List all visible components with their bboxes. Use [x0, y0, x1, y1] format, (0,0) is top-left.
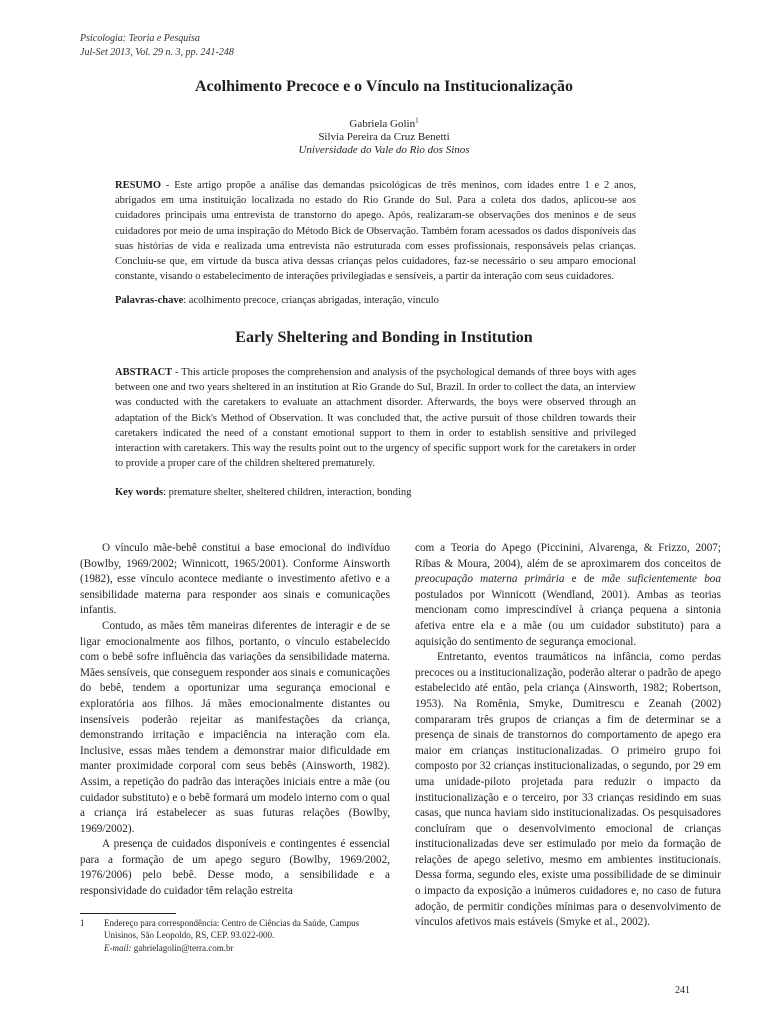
abstract-block [115, 365, 636, 471]
author-1 [0, 118, 768, 131]
footnote-email: gabrielagolin@terra.com.br [131, 942, 234, 953]
resumo-text: - Este artigo propõe a análise das demandas psicológicas de três meninos, com idades entre 1 e 2 anos, abrigados em uma instituição localizada no estado do Rio Grande do Sul. Para a coleta dos dados, aplicou-se aos cuidadores principais uma entrevista de transtorno do apego. Após, realizaram-se observações dos meninos e de seus cuidadores por meio de uma inspiração do Método Bick de Observação. Também foram acessados os dados disponíveis das suas histórias de vida e realizada uma entrevista não estruturada com esses profissionais, responsáveis pelas crianças. Concluiu-se que, em virtude da busca ativa dessas crianças pelos cuidadores, faz-se necessário o seu amparo emocional constante, visando o estabelecimento de interações privilegiadas e sensíveis, a partir da interação com seus cuidadores. [115, 180, 636, 283]
keywords-text: : premature shelter, sheltered children, interaction, bonding [163, 487, 412, 498]
left-paragraph-2: Contudo, as mães têm maneiras diferentes de interagir e de se ligar emocionalmente aos filhos, portanto, o vínculo estabelecido com o bebê sofre influência das variações da sensibilidade materna. Mães sensíveis, que conseguem responder aos sinais e comunicações do bebê, tendem a oportunizar uma segurança emocional e exploratória aos filhos. Já mães emocionalmente distantes ou insensíveis poderão rejeitar as manifestações da criança, demonstrando irritação e impaciência na interação com ela. Inclusive, essas mães tendem a demonstrar maior dificuldade em manter proximidade corporal com seus bebês (Ainsworth, 1982). Assim, a repetição do padrão das interações iniciais entre a mãe (ou cuidador substituto) e o bebê formará um modelo interno com o qual a criança irá estabelecer as suas futuras relações (Bowlby, 1969/2002). [80, 619, 390, 835]
right-paragraph-2: Entretanto, eventos traumáticos na infância, como perdas precoces ou a institucionalização, poderão alterar o padrão de apego estabelecido até então, pela criança (Ainsworth, 1982; Robertson, 1953). Na Romênia, Smyke, Dumitrescu e Zeanah (2002) compararam três grupos de crianças a fim de determinar se a presença de sinais de transtornos do comportamento de apego era maior em crianças institucionalizadas. O primeiro grupo foi composto por 32 crianças institucionalizadas, o segundo, por 29 em uma unidade-piloto projetada para reduzir o impacto da institucionalização e o terceiro, por 33 crianças residindo em suas casas, que nunca haviam sido institucionalizadas. Os pesquisadores concluíram que o desenvolvimento emocional de crianças institucionalizadas deve ser estimulado por meio da formação de relações de apego seletivo, mesmo em ambientes institucionais. Dessa forma, segundo eles, existe uma possibilidade de se diminuir o impacto da exposição a inúmeros cuidadores e, no caso de futura adoção, de permitir condições mínimas para o desenvolvimento de vínculos afetivos mais estáveis (Smyke et al., 2002). [415, 651, 721, 929]
footnote-mark: 1 [415, 116, 419, 125]
footnote-email-label: E-mail: [104, 942, 132, 953]
key-words [115, 486, 636, 500]
left-column [80, 541, 390, 900]
keywords-label: Key words [115, 487, 164, 498]
footnote-rule [80, 913, 176, 914]
right-paragraph-1 [415, 541, 721, 650]
right-column [415, 541, 721, 931]
palavras-text: : acolhimento precoce, crianças abrigadas, interação, vínculo [183, 295, 439, 306]
article-title-pt: Acolhimento Precoce e o Vínculo na Institucionalização [194, 78, 574, 95]
left-paragraph-3: A presença de cuidados disponíveis e contingentes é essencial para a formação de um apego seguro (Bowlby, 1969/2002, 1976/2006) pelo bebê. Desse modo, a sensibilidade e a responsividade do cuidador têm relação estreita [80, 838, 390, 898]
journal-header [80, 32, 234, 60]
footnote-number: 1 [80, 918, 85, 928]
author-1-name: Gabriela Golin [349, 118, 416, 130]
resumo-label: RESUMO [115, 180, 162, 191]
left-paragraph-1: O vínculo mãe-bebê constitui a base emocional do indivíduo (Bowlby, 1969/2002; Winnicott, 1965/2001). Conforme Ainsworth (1982), esse vínculo acontece mediante o investimento afetivo e a sensibilidade materna para responder aos sinais e comunicações infantis. [80, 542, 390, 617]
journal-name: Psicologia: Teoria e Pesquisa [80, 33, 200, 44]
journal-issue: Jul-Set 2013, Vol. 29 n. 3, pp. 241-248 [80, 47, 234, 58]
footnote-body [104, 917, 390, 954]
right-p1-text-b: e de [564, 573, 602, 586]
right-p1-emphasis-2: mãe suficientemente boa [601, 573, 721, 586]
palavras-chave [115, 294, 636, 308]
abstract-label: ABSTRACT [115, 367, 173, 378]
right-p1-text-c: postulados por Winnicott (Wendland, 2001). Ambas as teorias mencionam como imprescindível à criança pequena a sintonia afetiva entre ela e a mãe (ou um cuidador substituto) para a aquisição do sentimento de segurança emocional. [415, 588, 721, 648]
authors-block [0, 118, 768, 157]
page-number: 241 [675, 985, 690, 996]
abstract-text: - This article proposes the comprehension and analysis of the psychological demands of three boys with ages between one and two years sheltered in an institution at Rio Grande do Sul, Brazil. In order to collect the data, an interview was conducted with the caretakers to evaluate an attachment disorder. Afterwards, the boys were observed through an adaptation of the Bick's Method of Observation. It was concluded that, the active pursuit of those children towards their caretakers indicated the need of a constant emotional support to them in order to establish sensitive and privileged interaction with caretakers. This way the results point out to the urgency of specific support work for the caretakers in order to provide a proper care of the children sheltered prematurely. [115, 367, 636, 470]
palavras-label: Palavras-chave [115, 295, 184, 306]
footnote-text: Endereço para correspondência: Centro de Ciências da Saúde, Campus Unisinos, São Leopoldo, RS, CEP. 93.022-000. [104, 918, 360, 941]
right-p1-emphasis-1: preocupação materna primária [415, 573, 565, 586]
author-2: Silvia Pereira da Cruz Benetti [318, 131, 450, 143]
footnote [80, 917, 390, 954]
right-p1-text-a: com a Teoria do Apego (Piccinini, Alvarenga, & Frizzo, 2007; Ribas & Moura, 2004), além de se aproximarem dos conceitos de [415, 542, 721, 570]
institution: Universidade do Vale do Rio dos Sinos [298, 144, 470, 156]
resumo-block [115, 178, 636, 284]
article-title-en: Early Sheltering and Bonding in Institution [235, 329, 533, 346]
